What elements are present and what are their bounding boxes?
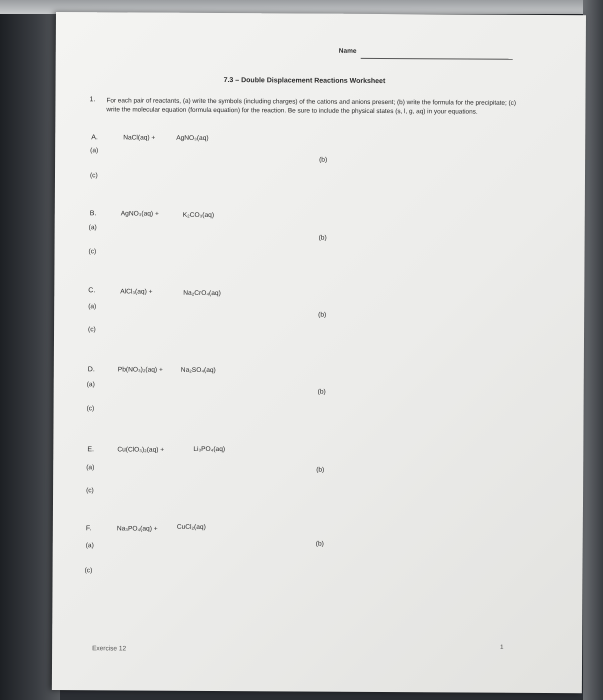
- item-reactant-2: Na₂SO₄(aq): [180, 366, 216, 374]
- item-reactant-1: AgNO₃(aq) +: [120, 210, 159, 218]
- part-b-label: (b): [318, 311, 327, 319]
- page-number: 1: [500, 644, 504, 651]
- item-letter: B.: [89, 210, 97, 218]
- item-letter: C.: [88, 287, 96, 295]
- part-c-label: (c): [88, 326, 96, 334]
- part-a-label: (a): [86, 381, 95, 389]
- part-b-label: (b): [318, 234, 327, 242]
- item-reactant-1: Cu(ClO₃)₂(aq) +: [117, 446, 165, 454]
- item-reactant-1: Na₃PO₄(aq) +: [116, 525, 158, 533]
- item-reactant-1: Pb(NO₃)₂(aq) +: [117, 366, 163, 374]
- question-number: 1.: [89, 96, 96, 104]
- footer-exercise-label: Exercise 12: [92, 645, 127, 653]
- part-b-label: (b): [315, 540, 324, 548]
- item-letter: D.: [87, 366, 95, 374]
- item-reactant-2: CuCl₂(aq): [176, 523, 206, 531]
- item-reactant-2: AgNO₃(aq): [176, 134, 209, 142]
- worksheet-title: 7.3 – Double Displacement Reactions Worksheet: [223, 77, 386, 86]
- name-label: Name: [338, 47, 357, 55]
- part-a-label: (a): [86, 464, 95, 472]
- part-b-label: (b): [316, 466, 325, 474]
- part-a-label: (a): [85, 542, 94, 550]
- item-letter: F.: [85, 525, 92, 533]
- worksheet-page: [52, 12, 586, 693]
- item-reactant-2: K₂CO₃(aq): [182, 211, 215, 219]
- part-a-label: (a): [90, 147, 99, 155]
- part-c-label: (c): [86, 487, 94, 495]
- item-reactant-1: NaCl(aq) +: [123, 134, 156, 142]
- item-letter: E.: [87, 446, 94, 454]
- part-b-label: (b): [317, 388, 326, 396]
- part-a-label: (a): [88, 224, 97, 232]
- part-c-label: (c): [89, 172, 98, 180]
- desk-background-left: [0, 0, 60, 700]
- name-line: [361, 58, 513, 60]
- item-reactant-1: AlCl₃(aq) +: [120, 288, 153, 296]
- part-c-label: (c): [84, 567, 93, 575]
- part-b-label: (b): [319, 156, 328, 164]
- item-letter: A.: [91, 134, 98, 142]
- part-a-label: (a): [88, 303, 97, 311]
- instructions: For each pair of reactants, (a) write the symbols (including charges) of the cations and anions present; (b) write the formula for the precipitate; (c) write the molecular equation (formula equation) for the reaction. Be sure to include the physical states (s, l, g, aq) in your equations.: [106, 97, 517, 116]
- part-c-label: (c): [86, 405, 95, 413]
- desk-background-right: [583, 0, 603, 700]
- part-c-label: (c): [88, 248, 97, 256]
- item-reactant-2: Li₃PO₄(aq): [193, 445, 226, 454]
- item-reactant-2: Na₂CrO₄(aq): [183, 289, 221, 298]
